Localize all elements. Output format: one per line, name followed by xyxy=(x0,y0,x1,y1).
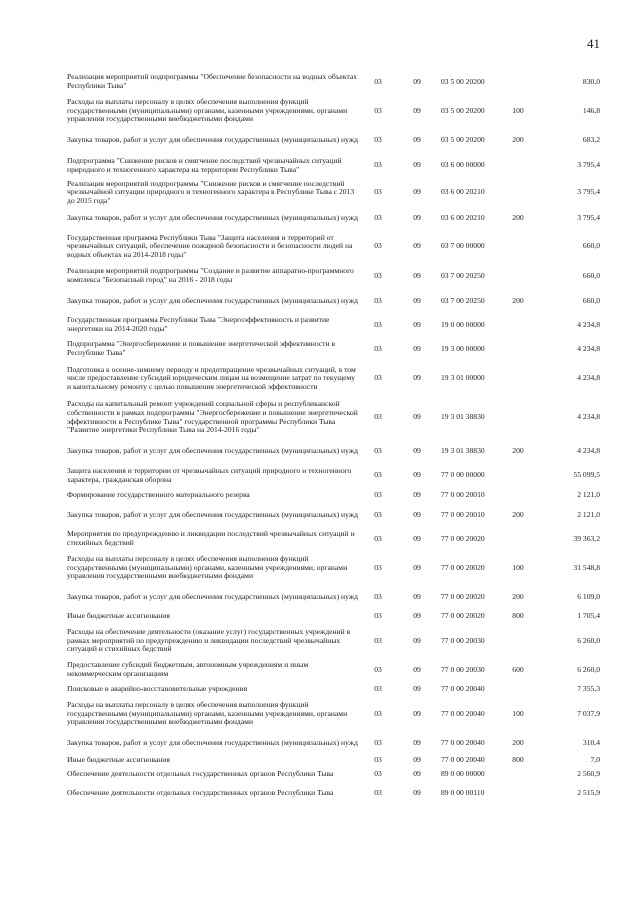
row-section-code: 03 xyxy=(374,611,382,621)
row-subsection-code: 09 xyxy=(413,445,421,455)
row-subsection-code: 09 xyxy=(413,562,421,572)
row-section-code: 03 xyxy=(374,373,382,383)
table-row xyxy=(67,263,602,289)
row-section-code: 03 xyxy=(374,134,382,144)
row-name: Подпрограмма "Энергосбережение и повышение энергетической эффективности в Республике Тыва" xyxy=(67,339,336,357)
table-row xyxy=(67,784,602,803)
row-amount: 6 260,0 xyxy=(577,664,600,674)
row-expense-type-code: 100 xyxy=(512,105,524,115)
row-section-code: 03 xyxy=(374,212,382,222)
row-name: Расходы на выплаты персоналу в целях обеспечения выполнения функций государственными (муниципальными) органами, казенными учреждениями, органами управления государственными внебюджетными фондами xyxy=(67,554,348,581)
row-amount: 660,0 xyxy=(582,270,600,280)
table-row xyxy=(67,396,602,439)
row-section-code: 03 xyxy=(374,295,382,305)
row-target-article-code: 77 0 00 00000 xyxy=(441,470,485,480)
row-amount: 3 795,4 xyxy=(577,160,600,170)
table-row xyxy=(67,682,602,697)
row-name: Закупка товаров, работ и услуг для обеспечения государственных (муниципальных) нужд xyxy=(67,134,358,144)
row-subsection-code: 09 xyxy=(413,737,421,747)
row-name: Закупка товаров, работ и услуг для обеспечения государственных (муниципальных) нужд xyxy=(67,591,358,601)
row-amount: 660,0 xyxy=(582,295,600,305)
row-target-article-code: 03 6 00 20210 xyxy=(441,212,485,222)
row-subsection-code: 09 xyxy=(413,241,421,251)
row-amount: 3 795,4 xyxy=(577,187,600,197)
row-amount: 660,0 xyxy=(582,241,600,251)
table-row xyxy=(67,488,602,503)
row-amount: 4 234,8 xyxy=(577,319,600,329)
row-amount: 4 234,8 xyxy=(577,445,600,455)
row-section-code: 03 xyxy=(374,445,382,455)
row-name: Поисковые и аварийно-восстановительные учреждения xyxy=(67,684,248,694)
row-amount: 31 548,8 xyxy=(573,562,600,572)
row-subsection-code: 09 xyxy=(413,105,421,115)
row-amount: 2 121,0 xyxy=(577,490,600,500)
row-amount: 4 234,8 xyxy=(577,343,600,353)
row-target-article-code: 77 0 00 20010 xyxy=(441,490,485,500)
row-target-article-code: 89 0 00 00000 xyxy=(441,769,485,779)
row-target-article-code: 89 0 00 00110 xyxy=(441,788,485,798)
row-target-article-code: 77 0 00 20040 xyxy=(441,737,485,747)
row-name: Предоставление субсидий бюджетным, автономным учреждениям и иным некоммерческим организациям xyxy=(67,660,309,678)
table-row xyxy=(67,585,602,609)
row-name: Мероприятия по предупреждению и ликвидации последствий чрезвычайных ситуаций и стихийных бедствий xyxy=(67,529,355,547)
row-subsection-code: 09 xyxy=(413,270,421,280)
row-section-code: 03 xyxy=(374,591,382,601)
row-section-code: 03 xyxy=(374,788,382,798)
row-subsection-code: 09 xyxy=(413,509,421,519)
row-expense-type-code: 100 xyxy=(512,562,524,572)
row-expense-type-code: 600 xyxy=(512,664,524,674)
row-section-code: 03 xyxy=(374,509,382,519)
row-target-article-code: 19 3 01 38830 xyxy=(441,445,485,455)
row-amount: 39 363,2 xyxy=(573,533,600,543)
table-row xyxy=(67,697,602,731)
row-amount: 7,0 xyxy=(590,754,600,764)
row-subsection-code: 09 xyxy=(413,470,421,480)
row-section-code: 03 xyxy=(374,343,382,353)
row-amount: 830,0 xyxy=(582,76,600,86)
row-target-article-code: 77 0 00 20020 xyxy=(441,591,485,601)
row-name: Закупка товаров, работ и услуг для обеспечения государственных (муниципальных) нужд xyxy=(67,737,358,747)
row-name: Формирование государственного материального резерва xyxy=(67,490,250,500)
row-subsection-code: 09 xyxy=(413,635,421,645)
row-amount: 1 705,4 xyxy=(577,611,600,621)
table-row xyxy=(67,70,602,94)
row-name: Расходы на обеспечение деятельности (оказание услуг) государственных учреждений в рамках мероприятий по предупреждению и ликвидации последствий чрезвычайных ситуаций и стихийных бедствий xyxy=(67,627,351,654)
table-row xyxy=(67,439,602,463)
row-name: Закупка товаров, работ и услуг для обеспечения государственных (муниципальных) нужд xyxy=(67,295,358,305)
row-amount: 4 234,8 xyxy=(577,373,600,383)
row-target-article-code: 77 0 00 20020 xyxy=(441,533,485,543)
row-amount: 6 260,0 xyxy=(577,635,600,645)
row-section-code: 03 xyxy=(374,319,382,329)
row-expense-type-code: 200 xyxy=(512,134,524,144)
row-target-article-code: 03 6 00 00000 xyxy=(441,160,485,170)
row-subsection-code: 09 xyxy=(413,134,421,144)
row-expense-type-code: 200 xyxy=(512,591,524,601)
row-section-code: 03 xyxy=(374,412,382,422)
row-name: Закупка товаров, работ и услуг для обеспечения государственных (муниципальных) нужд xyxy=(67,509,358,519)
row-section-code: 03 xyxy=(374,737,382,747)
row-name: Иные бюджетные ассигнования xyxy=(67,754,170,764)
row-subsection-code: 09 xyxy=(413,373,421,383)
row-subsection-code: 09 xyxy=(413,490,421,500)
row-target-article-code: 03 5 00 20200 xyxy=(441,134,485,144)
row-subsection-code: 09 xyxy=(413,591,421,601)
row-expense-type-code: 800 xyxy=(512,611,524,621)
row-target-article-code: 03 6 00 20210 xyxy=(441,187,485,197)
row-amount: 146,8 xyxy=(582,105,600,115)
row-target-article-code: 77 0 00 20040 xyxy=(441,754,485,764)
row-target-article-code: 19 3 01 00000 xyxy=(441,373,485,383)
row-subsection-code: 09 xyxy=(413,343,421,353)
table-row xyxy=(67,289,602,313)
row-section-code: 03 xyxy=(374,754,382,764)
row-target-article-code: 19 3 00 00000 xyxy=(441,343,485,353)
row-amount: 55 099,5 xyxy=(573,470,600,480)
row-subsection-code: 09 xyxy=(413,412,421,422)
row-name: Защита населения и территории от чрезвычайных ситуаций природного и техногенного характера, гражданская оборона xyxy=(67,465,352,484)
row-expense-type-code: 800 xyxy=(512,754,524,764)
row-subsection-code: 09 xyxy=(413,754,421,764)
row-target-article-code: 77 0 00 20020 xyxy=(441,611,485,621)
table-row xyxy=(67,128,602,152)
row-target-article-code: 03 7 00 20250 xyxy=(441,270,485,280)
row-name: Государственная программа Республики Тыва "Защита населения и территорий от чрезвычайных ситуаций, обеспечение пожарной безопасности и безопасности людей на водных объектах на 2014-2018 годы" xyxy=(67,232,353,259)
row-section-code: 03 xyxy=(374,533,382,543)
table-row xyxy=(67,463,602,488)
row-expense-type-code: 200 xyxy=(512,212,524,222)
row-section-code: 03 xyxy=(374,160,382,170)
row-section-code: 03 xyxy=(374,769,382,779)
row-name: Подготовка к осенне-зимнему периоду и предотвращение чрезвычайных ситуаций, в том числе предоставление субсидий юридическим лицам на возмещение затрат по текущему и капитальному ремонту с целью повышения энергетической эффективности xyxy=(67,364,356,391)
row-subsection-code: 09 xyxy=(413,295,421,305)
row-section-code: 03 xyxy=(374,105,382,115)
row-amount: 310,4 xyxy=(582,737,600,747)
row-amount: 2 560,9 xyxy=(577,769,600,779)
row-target-article-code: 77 0 00 20030 xyxy=(441,635,485,645)
row-name: Расходы на выплаты персоналу в целях обеспечения выполнения функций государственными (муниципальными) органами, казенными учреждениями, органами управления государственными внебюджетными фондами xyxy=(67,97,348,124)
row-name: Обеспечение деятельности отдельных государственных органов Республики Тыва xyxy=(67,769,334,779)
table-row xyxy=(67,624,602,658)
row-target-article-code: 03 7 00 20250 xyxy=(441,295,485,305)
row-subsection-code: 09 xyxy=(413,611,421,621)
row-section-code: 03 xyxy=(374,490,382,500)
row-section-code: 03 xyxy=(374,562,382,572)
table-row xyxy=(67,755,602,765)
row-target-article-code: 03 7 00 00000 xyxy=(441,241,485,251)
row-section-code: 03 xyxy=(374,664,382,674)
table-row xyxy=(67,503,602,527)
table-row xyxy=(67,313,602,337)
table-row xyxy=(67,152,602,179)
row-amount: 7 355,3 xyxy=(577,684,600,694)
row-section-code: 03 xyxy=(374,708,382,718)
row-target-article-code: 77 0 00 20010 xyxy=(441,509,485,519)
row-name: Закупка товаров, работ и услуг для обеспечения государственных (муниципальных) нужд xyxy=(67,212,358,222)
row-amount: 4 234,8 xyxy=(577,412,600,422)
table-row xyxy=(67,658,602,682)
row-name: Реализация мероприятий подпрограммы "Создание и развитие аппаратно-программного комплекса "Безопасный город" на 2016 - 2018 годы xyxy=(67,266,354,284)
row-expense-type-code: 100 xyxy=(512,708,524,718)
row-amount: 683,2 xyxy=(582,134,600,144)
row-amount: 2 121,0 xyxy=(577,509,600,519)
row-name: Подпрограмма "Снижение рисков и смягчение последствий чрезвычайных ситуаций природного и техногенного характера на территории Республики Тыва" xyxy=(67,155,342,174)
row-expense-type-code: 200 xyxy=(512,737,524,747)
row-amount: 7 037,9 xyxy=(577,708,600,718)
row-section-code: 03 xyxy=(374,241,382,251)
row-section-code: 03 xyxy=(374,470,382,480)
row-amount: 3 795,4 xyxy=(577,212,600,222)
row-name: Государственная программа Республики Тыва "Энергоэффективность и развитие энергетики на 2014-2020 годы" xyxy=(67,315,330,333)
row-name: Реализация мероприятий подпрограммы "Обеспечение безопасности на водных объектах Республики Тыва" xyxy=(67,72,358,90)
row-name: Закупка товаров, работ и услуг для обеспечения государственных (муниципальных) нужд xyxy=(67,445,358,455)
row-name: Расходы на выплаты персоналу в целях обеспечения выполнения функций государственными (муниципальными) органами, казенными учреждениями, органами управления государственными внебюджетными фондами xyxy=(67,700,348,727)
row-subsection-code: 09 xyxy=(413,533,421,543)
table-row xyxy=(67,527,602,551)
row-section-code: 03 xyxy=(374,76,382,86)
row-subsection-code: 09 xyxy=(413,708,421,718)
row-subsection-code: 09 xyxy=(413,76,421,86)
row-subsection-code: 09 xyxy=(413,684,421,694)
row-name: Расходы на капитальный ремонт учреждений социальной сферы и республиканской собственности в рамках подпрограммы "Энергосбережение и повышение энергетической эффективности в Республике Тыва" государственной программы Республики Тыва "Развитие энергетики Республики Тыва на 2014-2016 годы" xyxy=(67,399,358,435)
table-row xyxy=(67,361,602,396)
budget-table xyxy=(67,70,602,803)
row-name: Иные бюджетные ассигнования xyxy=(67,611,170,621)
row-subsection-code: 09 xyxy=(413,319,421,329)
table-row xyxy=(67,551,602,585)
row-section-code: 03 xyxy=(374,635,382,645)
row-subsection-code: 09 xyxy=(413,187,421,197)
table-row xyxy=(67,179,602,206)
row-target-article-code: 19 3 01 38830 xyxy=(441,412,485,422)
row-expense-type-code: 200 xyxy=(512,295,524,305)
row-target-article-code: 77 0 00 20040 xyxy=(441,708,485,718)
row-target-article-code: 77 0 00 20030 xyxy=(441,664,485,674)
row-target-article-code: 03 5 00 20200 xyxy=(441,105,485,115)
table-row xyxy=(67,731,602,755)
row-target-article-code: 19 0 00 00000 xyxy=(441,319,485,329)
row-subsection-code: 09 xyxy=(413,769,421,779)
row-section-code: 03 xyxy=(374,684,382,694)
row-expense-type-code: 200 xyxy=(512,445,524,455)
table-row xyxy=(67,609,602,624)
row-subsection-code: 09 xyxy=(413,788,421,798)
row-section-code: 03 xyxy=(374,270,382,280)
table-row xyxy=(67,230,602,263)
row-subsection-code: 09 xyxy=(413,664,421,674)
row-expense-type-code: 200 xyxy=(512,509,524,519)
row-amount: 6 109,0 xyxy=(577,591,600,601)
table-row xyxy=(67,765,602,784)
page-number: 41 xyxy=(587,36,600,51)
row-section-code: 03 xyxy=(374,187,382,197)
table-row xyxy=(67,94,602,128)
table-row xyxy=(67,337,602,361)
row-subsection-code: 09 xyxy=(413,212,421,222)
row-name: Реализация мероприятий подпрограммы "Снижение рисков и смягчение последствий чрезвычайной ситуации природного и техногенного характера в Республике Тыва с 2013 до 2015 года" xyxy=(67,178,355,205)
table-row xyxy=(67,206,602,230)
row-subsection-code: 09 xyxy=(413,160,421,170)
row-name: Обеспечение деятельности отдельных государственных органов Республики Тыва xyxy=(67,788,334,798)
row-target-article-code: 03 5 00 20200 xyxy=(441,76,485,86)
row-target-article-code: 77 0 00 20040 xyxy=(441,684,485,694)
row-amount: 2 515,9 xyxy=(577,788,600,798)
row-target-article-code: 77 0 00 20020 xyxy=(441,562,485,572)
